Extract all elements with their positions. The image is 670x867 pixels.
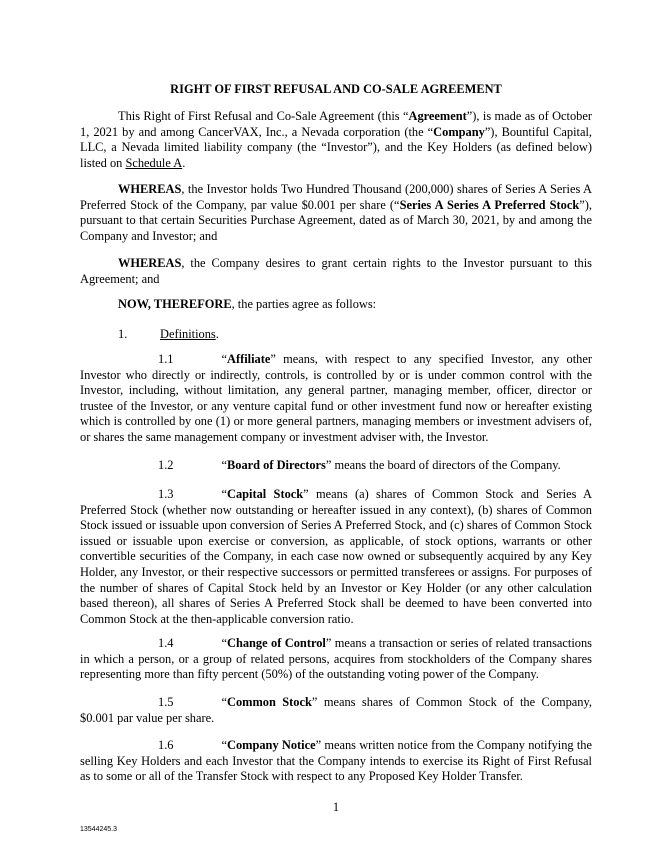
definition-term: Common Stock xyxy=(227,695,312,709)
definition-number: 1.5 xyxy=(158,695,174,709)
definition-open-quote: “ xyxy=(221,352,227,366)
intro-paragraph xyxy=(80,109,592,171)
definition-text: ” means the board of directors of the Company. xyxy=(325,458,561,472)
definition-board-of-directors xyxy=(80,458,592,474)
definition-affiliate xyxy=(80,352,592,446)
now-therefore-paragraph xyxy=(80,297,592,313)
definition-text: ” means written notice from the Company notifying the selling Key Holders and each Investor that the Company intends to exercise its Right of First Refusal as to some or all of the Transfer Stock with respect to any Proposed Key Holder Transfer. xyxy=(80,738,592,784)
whereas-text-1: , the Investor holds Two Hundred Thousand (200,000) shares of Series A Series A Preferred Stock of the Company, par value $0.001 per share (“ xyxy=(80,182,592,212)
agreement-term: Agreement xyxy=(408,109,467,123)
intro-text-4: . xyxy=(182,155,186,170)
definition-term: Company Notice xyxy=(227,738,316,752)
definition-number: 1.1 xyxy=(158,352,174,366)
definition-term: Capital Stock xyxy=(227,487,304,501)
definition-text: ” means, with respect to any specified Investor, any other Investor who directly or indirectly, controls, is controlled by or is under common control with the Investor, including, without limitation, any general partner, managing member, officer, director or trustee of the Investor, or any venture capital fund or other investment fund now or hereafter existing which is controlled by one (1) or more general partners, managing members or investment advisers of, or shares the same management company or investment adviser with, the Investor. xyxy=(80,352,592,444)
definition-company-notice xyxy=(80,738,592,785)
page-number: 1 xyxy=(332,800,340,814)
intro-text-2: ”), is made as of October 1, 2021 by and among CancerVAX, Inc., a Nevada corporation (the “ xyxy=(80,109,593,139)
now-therefore-text: , the parties agree as follows: xyxy=(231,297,377,311)
section-label: Definitions xyxy=(160,327,216,341)
definition-change-of-control xyxy=(80,636,592,683)
section-heading-definitions xyxy=(118,327,219,343)
definition-number: 1.6 xyxy=(158,738,174,752)
definition-open-quote: “ xyxy=(221,458,227,472)
definition-capital-stock xyxy=(80,487,592,627)
document-page xyxy=(80,0,592,867)
whereas-label: WHEREAS xyxy=(118,182,182,196)
whereas-paragraph-1 xyxy=(80,182,592,244)
definition-number: 1.4 xyxy=(158,636,174,650)
definition-term: Board of Directors xyxy=(227,458,326,472)
company-term: Company xyxy=(433,124,485,139)
definition-open-quote: “ xyxy=(221,738,227,752)
whereas-text-2: ”), pursuant to that certain Securities Purchase Agreement, dated as of March 30, 2021, by and among the Company and Investor; and xyxy=(80,197,592,243)
intro-text-1: This Right of First Refusal and Co-Sale Agreement (this “ xyxy=(118,109,409,123)
whereas-label: WHEREAS xyxy=(118,256,182,270)
definition-open-quote: “ xyxy=(221,487,227,501)
definition-text: ” means a transaction or series of related transactions in which a person, or a group of related persons, acquires from stockholders of the Company shares representing more than fifty percent (50%) of the outstanding voting power of the Company. xyxy=(80,636,592,682)
document-title: RIGHT OF FIRST REFUSAL AND CO-SALE AGREEMENT xyxy=(170,82,502,96)
series-a-term: Series A Series A Preferred Stock xyxy=(399,197,580,212)
definition-text: ” means shares of Common Stock of the Company, $0.001 par value per share. xyxy=(80,695,592,725)
document-id: 13544245.3 xyxy=(80,826,117,833)
definition-number: 1.2 xyxy=(158,458,174,472)
section-number: 1. xyxy=(118,327,128,341)
whereas-text: , the Company desires to grant certain rights to the Investor pursuant to this Agreement; and xyxy=(80,256,592,286)
schedule-a-reference: Schedule A xyxy=(125,155,183,170)
definition-number: 1.3 xyxy=(158,487,174,501)
definition-open-quote: “ xyxy=(221,636,227,650)
definition-common-stock xyxy=(80,695,592,726)
definition-open-quote: “ xyxy=(221,695,227,709)
now-therefore-label: NOW, THEREFORE xyxy=(118,297,232,311)
whereas-paragraph-2 xyxy=(80,256,592,287)
definition-term: Change of Control xyxy=(227,636,326,650)
definition-text: ” means (a) shares of Common Stock and Series A Preferred Stock (whether now outstanding or hereafter issued in any context), (b) shares of Common Stock issued or issuable upon conversion of Series A Preferred Stock, and (c) shares of Common Stock issued or issuable upon exercise or conversion, as applicable, of stock options, warrants or other convertible securities of the Company, in each case now owned or subsequently acquired by any Key Holder, any Investor, or their respective successors or permitted transferees or assigns. For purposes of the number of shares of Capital Stock held by an Investor or Key Holder (or any other calculation based thereon), all shares of Series A Preferred Stock shall be deemed to have been converted into Common Stock at the then-applicable conversion ratio. xyxy=(80,487,592,626)
intro-text-3: ”), Bountiful Capital, LLC, a Nevada limited liability company (the “Investor”), and the Key Holders (as defined below) listed on xyxy=(80,124,592,170)
definition-term: Affiliate xyxy=(227,352,271,366)
section-punct: . xyxy=(215,327,219,341)
